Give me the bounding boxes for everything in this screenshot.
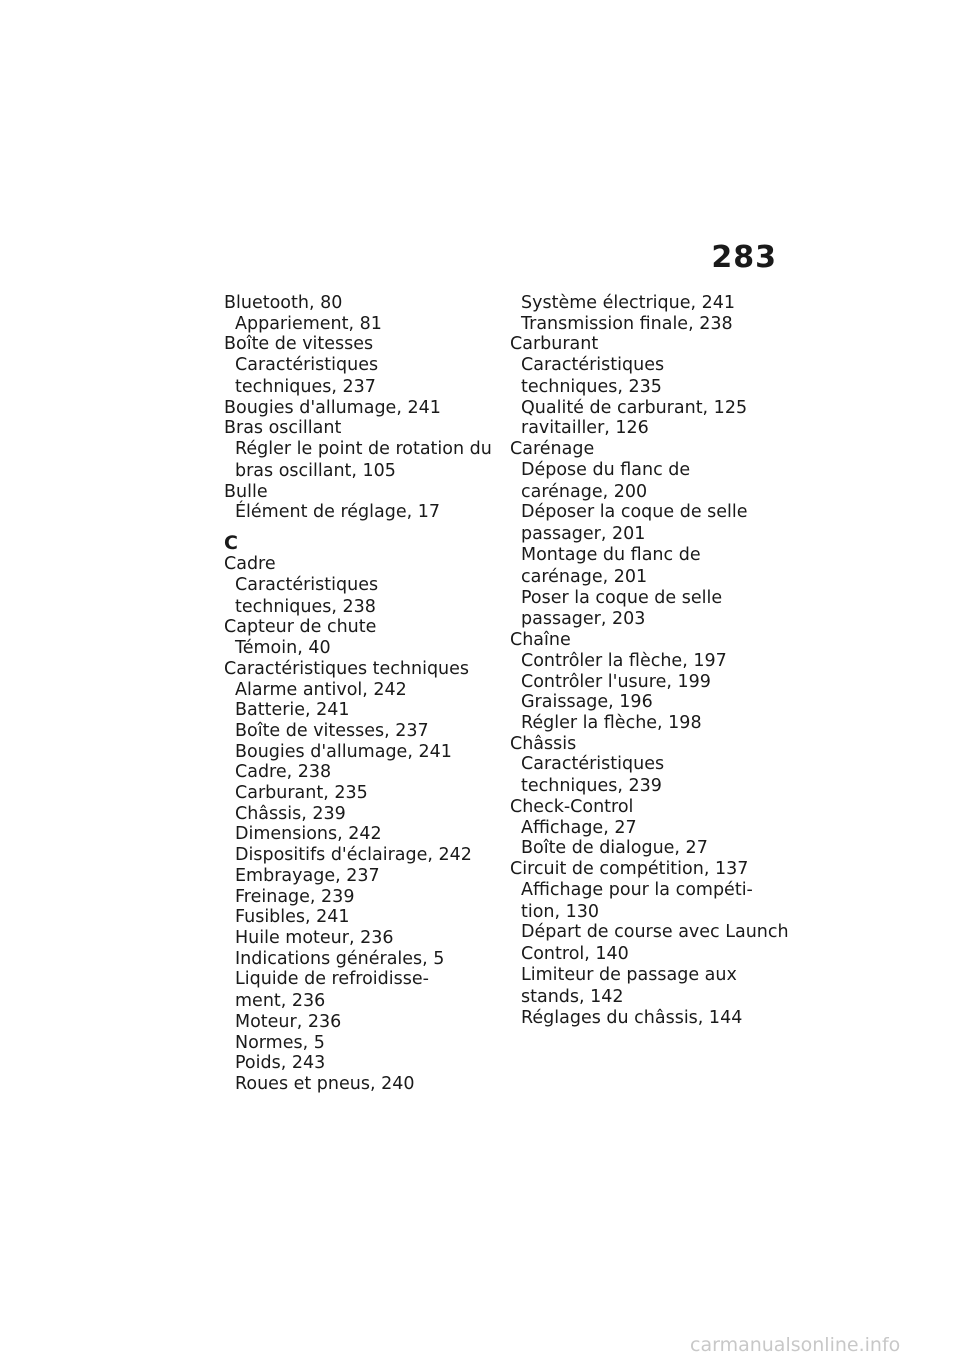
index-subentry: Châssis, 239 <box>235 803 346 824</box>
index-entry: Cadre <box>224 554 276 575</box>
index-subentry: Moteur, 236 <box>235 1011 342 1032</box>
index-entry: Châssis <box>510 733 577 754</box>
index-subentry: Montage du flanc de <box>521 545 701 565</box>
index-subentry: Dépose du flanc de <box>521 459 691 480</box>
page-number: 283 <box>711 240 777 275</box>
index-subentry: Poids, 243 <box>235 1053 326 1074</box>
index-subentry: Boîte de vitesses, 237 <box>235 720 429 741</box>
index-column-right <box>510 293 789 1028</box>
index-subentry: Transmission finale, 238 <box>521 313 733 334</box>
index-subentry: Graissage, 196 <box>521 692 653 713</box>
index-subentry: Poser la coque de selle <box>521 587 723 608</box>
index-subentry-continued: passager, 201 <box>521 524 646 545</box>
index-subentry: Carburant, 235 <box>235 783 368 804</box>
index-subentry: Caractéristiques <box>521 754 665 775</box>
index-entry: Carénage <box>510 439 595 460</box>
index-subentry: Batterie, 241 <box>235 700 350 721</box>
index-entry: Carburant <box>510 334 599 355</box>
index-subentry: Témoin, 40 <box>235 638 331 659</box>
index-entry: Bluetooth, 80 <box>224 293 343 313</box>
index-entry: Bras oscillant <box>224 418 342 439</box>
section-gap <box>224 523 494 530</box>
index-subentry: Boîte de dialogue, 27 <box>521 838 708 859</box>
index-subentry: Liquide de refroidisse- <box>235 969 429 990</box>
watermark-footer: carmanualsonline.info <box>690 1334 901 1356</box>
index-subentry-continued: techniques, 239 <box>521 776 662 797</box>
index-subentry-continued: techniques, 238 <box>235 596 376 617</box>
index-subentry: Normes, 5 <box>235 1032 325 1053</box>
section-letter: C <box>224 532 238 555</box>
index-subentry: ravitailler, 126 <box>521 418 649 439</box>
index-subentry: Régler le point de rotation du <box>235 439 492 460</box>
index-subentry-continued: carénage, 201 <box>521 566 648 587</box>
index-subentry: Caractéristiques <box>235 355 379 376</box>
index-subentry: Réglages du châssis, 144 <box>521 1007 743 1028</box>
index-subentry: Qualité de carburant, 125 <box>521 397 748 418</box>
index-subentry: Déposer la coque de selle <box>521 502 748 523</box>
index-subentry-continued: passager, 203 <box>521 609 646 630</box>
index-subentry-continued: Control, 140 <box>521 944 629 965</box>
index-entry: Circuit de compétition, 137 <box>510 859 749 880</box>
index-entry: Chaîne <box>510 630 571 651</box>
index-subentry-continued: tion, 130 <box>521 901 600 922</box>
index-entry: Bougies d'allumage, 241 <box>224 397 441 418</box>
index-subentry-continued: carénage, 200 <box>521 481 648 502</box>
index-entry: Boîte de vitesses <box>224 334 374 355</box>
index-subentry: Limiteur de passage aux <box>521 965 737 985</box>
index-subentry: Appariement, 81 <box>235 313 382 334</box>
index-subentry-continued: techniques, 235 <box>521 377 662 397</box>
index-subentry: Dimensions, 242 <box>235 824 382 845</box>
index-subentry-continued: stands, 142 <box>521 986 624 1007</box>
index-subentry-continued: techniques, 237 <box>235 377 376 397</box>
index-subentry: Huile moteur, 236 <box>235 927 394 948</box>
index-subentry: Indications générales, 5 <box>235 948 445 969</box>
index-entry: Capteur de chute <box>224 617 377 638</box>
index-subentry: Contrôler la flèche, 197 <box>521 650 727 671</box>
index-subentry: Cadre, 238 <box>235 762 332 783</box>
index-subentry: Alarme antivol, 242 <box>235 679 407 700</box>
index-column-left <box>224 293 494 1095</box>
index-subentry: Caractéristiques <box>235 574 379 595</box>
index-subentry: Système électrique, 241 <box>521 293 736 313</box>
index-subentry: Embrayage, 237 <box>235 865 380 886</box>
index-subentry-continued: bras oscillant, 105 <box>235 461 396 481</box>
index-subentry-continued: ment, 236 <box>235 991 326 1012</box>
index-subentry: Bougies d'allumage, 241 <box>235 741 452 762</box>
index-subentry: Affichage pour la compéti- <box>521 879 753 900</box>
index-entry: Check-Control <box>510 797 634 817</box>
index-entry: Caractéristiques techniques <box>224 658 470 679</box>
index-subentry: Contrôler l'usure, 199 <box>521 671 711 692</box>
index-subentry: Élément de réglage, 17 <box>235 502 440 523</box>
index-subentry: Roues et pneus, 240 <box>235 1074 415 1095</box>
index-entry: Bulle <box>224 481 268 502</box>
index-subentry: Régler la flèche, 198 <box>521 713 702 733</box>
index-subentry: Caractéristiques <box>521 355 665 376</box>
index-subentry: Fusibles, 241 <box>235 907 350 928</box>
index-subentry: Freinage, 239 <box>235 886 355 907</box>
index-subentry: Affichage, 27 <box>521 817 637 838</box>
index-subentry: Dispositifs d'éclairage, 242 <box>235 845 472 866</box>
index-subentry: Départ de course avec Launch <box>521 922 789 943</box>
